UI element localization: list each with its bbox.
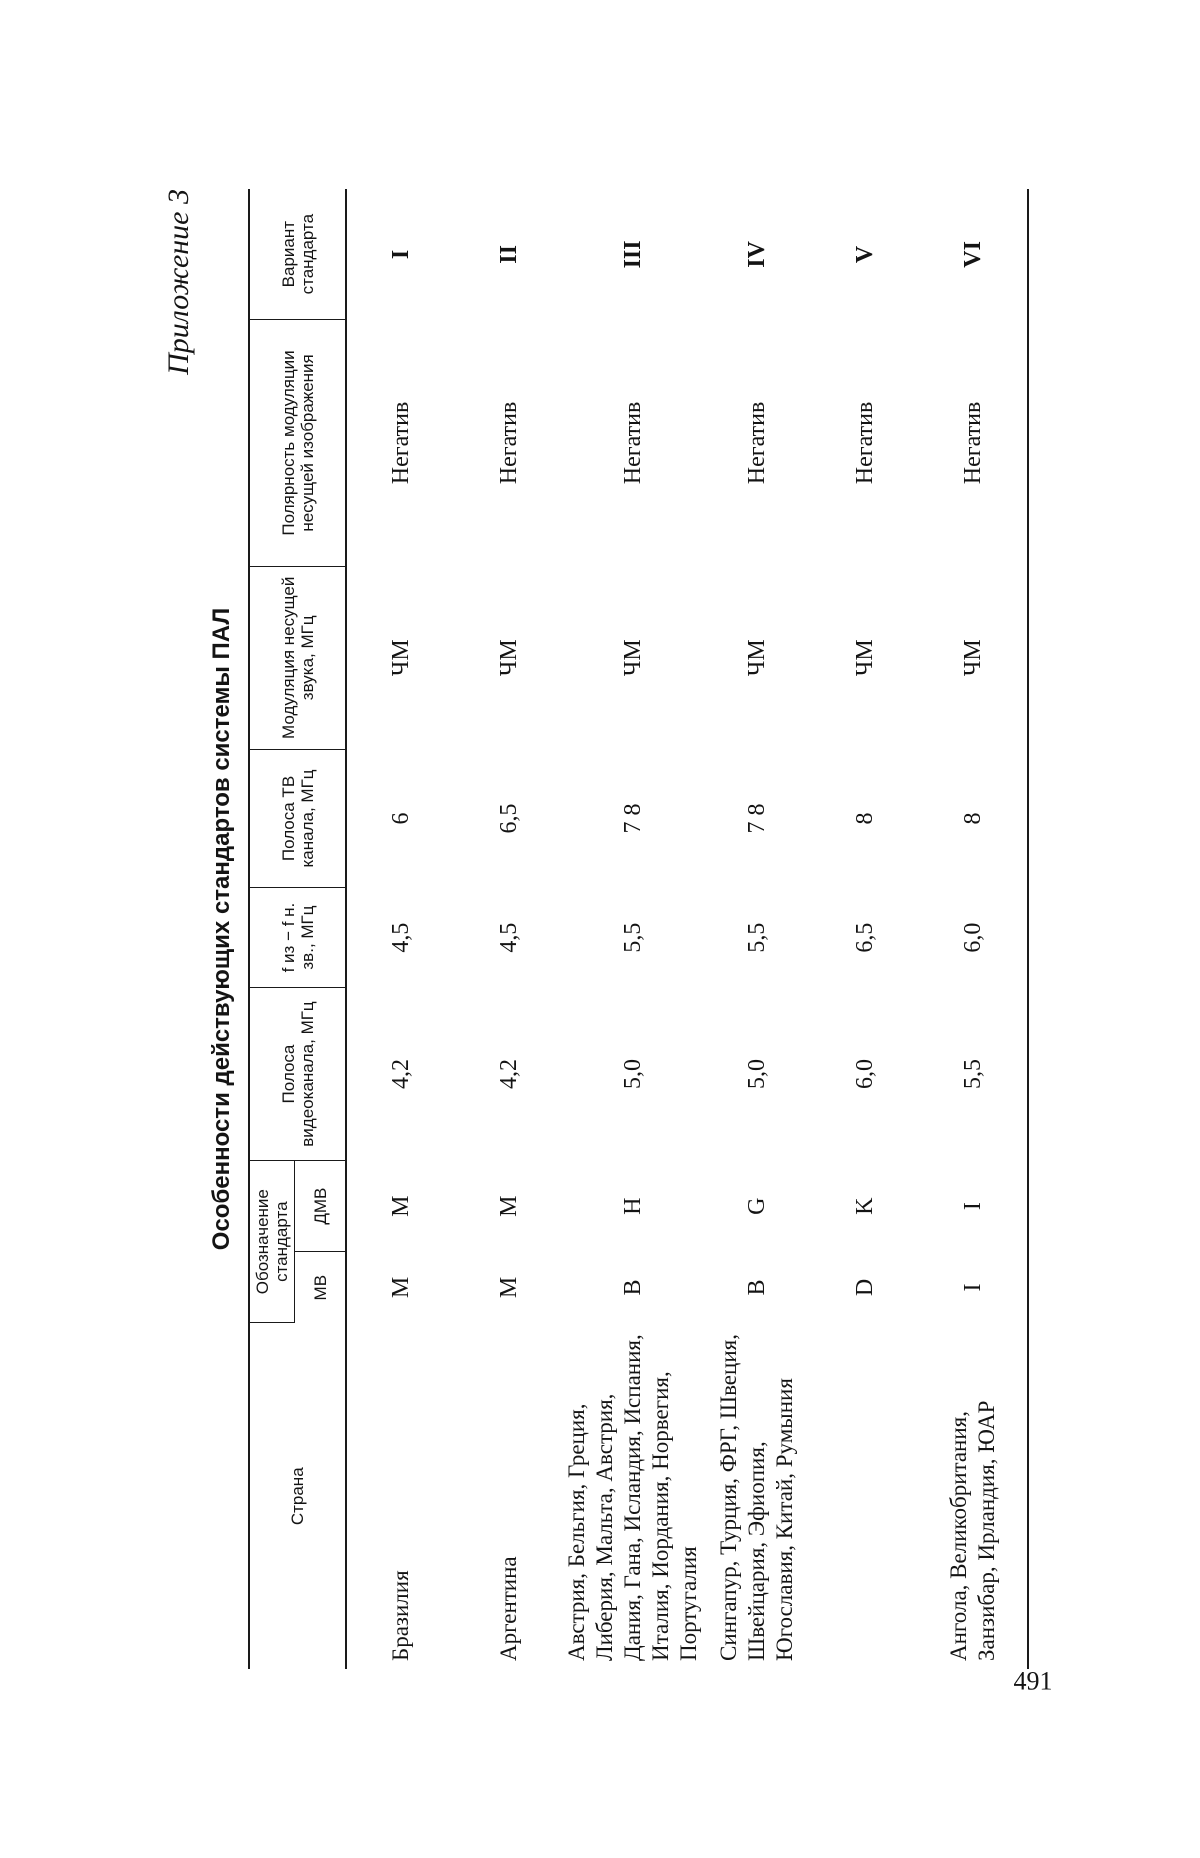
rotated-page [150, 149, 1053, 1709]
cell-variant: III [620, 240, 646, 269]
cell-carrier-spacing: 5,5 [620, 922, 646, 953]
cell-video-band: 4,2 [496, 1059, 522, 1090]
cell-carrier-spacing: 6,5 [852, 922, 878, 953]
cell-country: Ангола, Великобритания, Занзибар, Ирландия, ЮАР [919, 1323, 1028, 1669]
appendix-label: Приложение 3 [162, 189, 195, 375]
cell-tv-channel: 7 8 [620, 803, 646, 834]
cell-variant: I [388, 249, 414, 260]
table-row [346, 189, 455, 1669]
cell-polarity: Негатив [388, 401, 414, 485]
cell-video-band: 4,2 [388, 1059, 414, 1090]
header-country: Страна [288, 1467, 307, 1526]
cell-vhf: M [388, 1276, 414, 1299]
cell-vhf: I [919, 1252, 1028, 1323]
cell-video-band: 5,5 [919, 988, 1028, 1161]
cell-sound-modulation: ЧМ [919, 566, 1028, 749]
cell-vhf: B [744, 1279, 770, 1296]
cell-sound-modulation: ЧМ [496, 639, 522, 677]
cell-country: Аргентина [496, 1556, 521, 1661]
header-vhf: МВ [295, 1252, 347, 1323]
cell-vhf: B [620, 1279, 646, 1296]
cell-uhf: H [620, 1197, 646, 1215]
cell-variant: II [496, 245, 522, 264]
header-uhf: ДМВ [295, 1160, 347, 1251]
header-sound-modulation: Модуляция несущей звука, МГц [249, 566, 346, 749]
header-variant: Вариант стандарта [249, 189, 346, 320]
table-row [811, 189, 919, 1669]
cell-vhf: M [496, 1276, 522, 1299]
cell-sound-modulation: ЧМ [388, 639, 414, 677]
header-tv-channel: Полоса ТВ канала, МГц [249, 750, 346, 888]
cell-polarity: Негатив [620, 401, 646, 485]
cell-polarity: Негатив [496, 401, 522, 485]
cell-tv-channel: 8 [852, 812, 878, 825]
cell-tv-channel: 6,5 [496, 803, 522, 834]
cell-polarity: Негатив [919, 320, 1028, 566]
cell-uhf: M [496, 1195, 522, 1217]
table-row [563, 189, 703, 1669]
cell-video-band: 6,0 [852, 1059, 878, 1090]
cell-sound-modulation: ЧМ [852, 639, 878, 677]
pal-standards-table [248, 189, 1029, 1669]
cell-variant: VI [919, 189, 1028, 320]
header-polarity: Полярность модуляции несущей изображения [249, 320, 346, 566]
cell-country: Сингапур, Турция, ФРГ, Швеция, Швейцария, Эфиопия, Югославия, Китай, Румыния [716, 1334, 797, 1661]
cell-country: Австрия, Бельгия, Греция, Либерия, Мальта, Австрия, Дания, Гана, Исландия, Испания, Италия, Иордания, Норвегия, Португалия [564, 1334, 701, 1661]
table-row [703, 189, 811, 1669]
cell-country: Бразилия [388, 1570, 413, 1661]
cell-carrier-spacing: 6,0 [919, 887, 1028, 987]
cell-variant: IV [744, 241, 770, 268]
table-row [455, 189, 563, 1669]
cell-tv-channel: 7 8 [744, 803, 770, 834]
header-video-band: Полоса видеоканала, МГц [249, 988, 346, 1161]
cell-sound-modulation: ЧМ [744, 639, 770, 677]
cell-variant: V [852, 245, 878, 264]
cell-tv-channel: 6 [388, 812, 414, 825]
table-header [249, 189, 346, 1669]
page-title: Особенности действующих стандартов системы ПАЛ [208, 607, 235, 1251]
cell-carrier-spacing: 5,5 [744, 922, 770, 953]
cell-carrier-spacing: 4,5 [496, 922, 522, 953]
cell-uhf: M [388, 1195, 414, 1217]
header-designation: Обозначение стандарта [249, 1160, 295, 1323]
cell-uhf: G [744, 1197, 770, 1215]
cell-polarity: Негатив [744, 401, 770, 485]
cell-country [811, 1323, 919, 1669]
cell-tv-channel: 8 [919, 750, 1028, 888]
cell-polarity: Негатив [852, 401, 878, 485]
table-row [919, 189, 1028, 1669]
cell-uhf: K [852, 1197, 878, 1215]
cell-carrier-spacing: 4,5 [388, 922, 414, 953]
header-carrier-spacing: f из − f н. зв., МГц [249, 887, 346, 987]
page-number: 491 [1013, 1666, 1053, 1696]
cell-vhf: D [852, 1278, 878, 1297]
cell-uhf: I [919, 1160, 1028, 1251]
cell-video-band: 5,0 [620, 1059, 646, 1090]
cell-sound-modulation: ЧМ [620, 639, 646, 677]
cell-video-band: 5,0 [744, 1059, 770, 1090]
